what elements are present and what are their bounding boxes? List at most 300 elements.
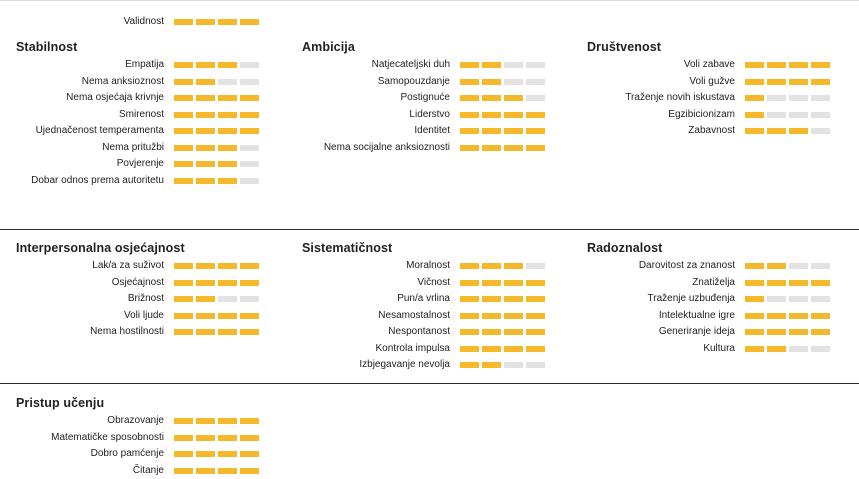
score-segment-empty (504, 362, 523, 368)
trait-score-bar (745, 57, 830, 68)
score-segment-filled (745, 79, 764, 85)
score-segment-filled (196, 112, 215, 118)
trait-row (16, 258, 259, 275)
score-segment-filled (218, 128, 237, 134)
score-segment-filled (482, 62, 501, 68)
score-segment-filled (482, 296, 501, 302)
score-segment-filled (218, 263, 237, 269)
score-segment-empty (240, 145, 259, 151)
score-segment-filled (240, 451, 259, 457)
score-segment-filled (218, 95, 237, 101)
trait-label: Samopouzdanje (302, 74, 460, 91)
trait-label: Znatiželja (587, 275, 745, 292)
trait-row (16, 446, 259, 463)
score-segment-empty (526, 79, 545, 85)
score-segment-filled (196, 145, 215, 151)
score-segment-empty (789, 296, 808, 302)
trait-label: Traženje uzbuđenja (587, 291, 745, 308)
score-segment-filled (526, 313, 545, 319)
trait-row (302, 57, 545, 74)
trait-label: Izbjegavanje nevolja (302, 357, 460, 374)
section-title: Pristup učenju (16, 396, 259, 410)
trait-label: Generiranje ideja (587, 324, 745, 341)
section-ambicija (302, 40, 545, 156)
score-segment-filled (174, 112, 193, 118)
trait-row (587, 341, 830, 358)
score-segment-empty (767, 112, 786, 118)
trait-row (302, 308, 545, 325)
score-segment-filled (196, 62, 215, 68)
score-segment-filled (767, 329, 786, 335)
trait-score-bar (745, 123, 830, 134)
trait-row (587, 258, 830, 275)
score-segment-empty (767, 95, 786, 101)
trait-score-bar (460, 140, 545, 151)
score-segment-empty (526, 263, 545, 269)
score-segment-filled (745, 263, 764, 269)
score-segment-filled (504, 263, 523, 269)
trait-label: Matematičke sposobnosti (16, 430, 174, 447)
score-segment-filled (196, 263, 215, 269)
score-segment-filled (460, 112, 479, 118)
trait-row (587, 275, 830, 292)
score-segment-empty (240, 161, 259, 167)
score-segment-filled (218, 280, 237, 286)
top-border (0, 0, 859, 1)
score-segment-empty (811, 263, 830, 269)
score-segment-empty (811, 346, 830, 352)
trait-row (302, 324, 545, 341)
score-segment-filled (789, 128, 808, 134)
score-segment-filled (526, 329, 545, 335)
trait-score-bar (174, 308, 259, 319)
trait-row (16, 107, 259, 124)
trait-label: Dobro pamćenje (16, 446, 174, 463)
score-segment-filled (526, 145, 545, 151)
trait-score-bar (174, 74, 259, 85)
score-segment-filled (240, 418, 259, 424)
score-segment-filled (767, 62, 786, 68)
score-segment-filled (460, 329, 479, 335)
score-segment-filled (460, 62, 479, 68)
score-segment-filled (218, 435, 237, 441)
trait-row (587, 57, 830, 74)
score-segment-filled (460, 263, 479, 269)
trait-row (302, 140, 545, 157)
trait-row (16, 275, 259, 292)
trait-score-bar (174, 156, 259, 167)
trait-score-bar (174, 446, 259, 457)
score-segment-filled (196, 468, 215, 474)
score-segment-filled (482, 263, 501, 269)
score-segment-filled (482, 346, 501, 352)
trait-score-bar (460, 308, 545, 319)
trait-score-bar (745, 74, 830, 85)
trait-label: Darovitost za znanost (587, 258, 745, 275)
trait-score-bar (174, 123, 259, 134)
score-segment-filled (174, 19, 193, 25)
score-segment-filled (174, 95, 193, 101)
score-segment-filled (174, 161, 193, 167)
section-stabilnost (16, 40, 259, 189)
trait-label: Nespontanost (302, 324, 460, 341)
trait-score-bar (174, 291, 259, 302)
score-segment-filled (240, 435, 259, 441)
trait-label: Postignuće (302, 90, 460, 107)
score-segment-filled (811, 62, 830, 68)
section-title: Stabilnost (16, 40, 259, 54)
score-segment-filled (218, 178, 237, 184)
score-segment-filled (196, 329, 215, 335)
score-segment-filled (745, 296, 764, 302)
trait-label: Kultura (587, 341, 745, 358)
score-segment-filled (767, 346, 786, 352)
score-segment-filled (196, 280, 215, 286)
score-segment-empty (504, 79, 523, 85)
validity-bar (174, 14, 259, 25)
score-segment-filled (767, 128, 786, 134)
trait-row (16, 291, 259, 308)
score-segment-empty (240, 296, 259, 302)
trait-label: Osjećajnost (16, 275, 174, 292)
score-segment-empty (811, 128, 830, 134)
score-segment-filled (460, 280, 479, 286)
score-segment-filled (218, 62, 237, 68)
trait-score-bar (174, 275, 259, 286)
score-segment-filled (526, 280, 545, 286)
trait-row (16, 74, 259, 91)
score-segment-filled (174, 329, 193, 335)
score-segment-filled (174, 435, 193, 441)
section-drustvenost (587, 40, 830, 140)
score-segment-filled (811, 280, 830, 286)
score-segment-filled (745, 62, 764, 68)
trait-row (16, 156, 259, 173)
score-segment-filled (745, 313, 764, 319)
score-segment-filled (460, 79, 479, 85)
score-segment-filled (240, 128, 259, 134)
section-divider (0, 229, 859, 230)
trait-row (587, 291, 830, 308)
trait-label: Nesamostalnost (302, 308, 460, 325)
trait-score-bar (460, 107, 545, 118)
score-segment-filled (482, 362, 501, 368)
trait-row (16, 140, 259, 157)
score-segment-filled (218, 313, 237, 319)
trait-score-bar (460, 357, 545, 368)
trait-label: Brižnost (16, 291, 174, 308)
trait-score-bar (460, 90, 545, 101)
score-segment-filled (174, 313, 193, 319)
trait-score-bar (745, 308, 830, 319)
trait-label: Traženje novih iskustava (587, 90, 745, 107)
score-segment-filled (174, 128, 193, 134)
score-segment-filled (482, 128, 501, 134)
score-segment-empty (789, 263, 808, 269)
score-segment-filled (174, 418, 193, 424)
score-segment-empty (811, 296, 830, 302)
score-segment-filled (526, 296, 545, 302)
trait-label: Moralnost (302, 258, 460, 275)
score-segment-empty (526, 95, 545, 101)
score-segment-filled (789, 79, 808, 85)
trait-label: Liderstvo (302, 107, 460, 124)
score-segment-filled (218, 468, 237, 474)
score-segment-filled (504, 128, 523, 134)
trait-score-bar (174, 413, 259, 424)
trait-score-bar (460, 341, 545, 352)
score-segment-filled (460, 346, 479, 352)
trait-label: Pun/a vrlina (302, 291, 460, 308)
trait-row (302, 341, 545, 358)
trait-label: Intelektualne igre (587, 308, 745, 325)
trait-score-bar (460, 275, 545, 286)
trait-row (587, 324, 830, 341)
score-segment-filled (218, 19, 237, 25)
trait-score-bar (460, 123, 545, 134)
score-segment-empty (789, 95, 808, 101)
score-segment-filled (196, 313, 215, 319)
score-segment-filled (174, 468, 193, 474)
trait-row (302, 275, 545, 292)
score-segment-filled (745, 112, 764, 118)
trait-score-bar (745, 291, 830, 302)
trait-row (16, 123, 259, 140)
score-segment-filled (174, 296, 193, 302)
score-segment-filled (174, 79, 193, 85)
score-segment-filled (767, 313, 786, 319)
score-segment-filled (196, 418, 215, 424)
score-segment-filled (196, 178, 215, 184)
section-pristup-ucenju (16, 396, 259, 479)
score-segment-filled (240, 313, 259, 319)
score-segment-filled (240, 263, 259, 269)
trait-score-bar (745, 324, 830, 335)
score-segment-filled (218, 161, 237, 167)
score-segment-empty (526, 62, 545, 68)
score-segment-filled (789, 62, 808, 68)
trait-label: Identitet (302, 123, 460, 140)
score-segment-empty (240, 79, 259, 85)
trait-row (16, 430, 259, 447)
trait-row (302, 107, 545, 124)
score-segment-filled (745, 95, 764, 101)
score-segment-filled (174, 263, 193, 269)
score-segment-filled (174, 451, 193, 457)
trait-label: Čitanje (16, 463, 174, 479)
trait-label: Nema pritužbi (16, 140, 174, 157)
score-segment-filled (482, 329, 501, 335)
trait-score-bar (460, 291, 545, 302)
trait-label: Smirenost (16, 107, 174, 124)
trait-label: Lak/a za suživot (16, 258, 174, 275)
trait-score-bar (460, 74, 545, 85)
score-segment-filled (504, 329, 523, 335)
score-segment-filled (240, 280, 259, 286)
score-segment-filled (504, 112, 523, 118)
trait-label: Povjerenje (16, 156, 174, 173)
score-segment-filled (767, 280, 786, 286)
score-segment-filled (482, 79, 501, 85)
score-segment-filled (482, 112, 501, 118)
section-title: Interpersonalna osjećajnost (16, 241, 259, 255)
score-segment-empty (240, 62, 259, 68)
score-segment-filled (745, 280, 764, 286)
trait-score-bar (174, 57, 259, 68)
trait-label: Egzibicionizam (587, 107, 745, 124)
score-segment-filled (504, 313, 523, 319)
score-segment-filled (196, 435, 215, 441)
trait-label: Nema hostilnosti (16, 324, 174, 341)
score-segment-filled (789, 280, 808, 286)
score-segment-filled (789, 313, 808, 319)
section-sistematicnost (302, 241, 545, 374)
trait-score-bar (745, 90, 830, 101)
score-segment-filled (196, 161, 215, 167)
score-segment-filled (482, 313, 501, 319)
trait-row (587, 123, 830, 140)
score-segment-filled (526, 112, 545, 118)
trait-row (587, 74, 830, 91)
section-title: Društvenost (587, 40, 830, 54)
score-segment-empty (811, 112, 830, 118)
score-segment-filled (174, 280, 193, 286)
trait-score-bar (174, 173, 259, 184)
score-segment-filled (218, 329, 237, 335)
score-segment-filled (174, 178, 193, 184)
section-interpersonalna (16, 241, 259, 341)
section-title: Radoznalost (587, 241, 830, 255)
score-segment-filled (460, 362, 479, 368)
trait-row (302, 74, 545, 91)
trait-label: Obrazovanje (16, 413, 174, 430)
trait-label: Natjecateljski duh (302, 57, 460, 74)
trait-label: Dobar odnos prema autoritetu (16, 173, 174, 190)
trait-score-bar (174, 258, 259, 269)
score-segment-filled (196, 79, 215, 85)
score-segment-filled (460, 313, 479, 319)
score-segment-filled (240, 468, 259, 474)
score-segment-filled (196, 128, 215, 134)
trait-label: Nema osjećaja krivnje (16, 90, 174, 107)
trait-score-bar (460, 324, 545, 335)
score-segment-filled (811, 329, 830, 335)
trait-score-bar (174, 463, 259, 474)
score-segment-filled (745, 329, 764, 335)
score-segment-filled (196, 19, 215, 25)
trait-label: Voli zabave (587, 57, 745, 74)
score-segment-empty (218, 296, 237, 302)
score-segment-filled (196, 95, 215, 101)
score-segment-empty (526, 362, 545, 368)
score-segment-filled (218, 418, 237, 424)
trait-row (16, 324, 259, 341)
trait-row (302, 123, 545, 140)
score-segment-filled (174, 145, 193, 151)
score-segment-filled (745, 128, 764, 134)
score-segment-filled (460, 145, 479, 151)
score-segment-filled (767, 79, 786, 85)
score-segment-filled (504, 296, 523, 302)
trait-score-bar (460, 57, 545, 68)
trait-score-bar (174, 90, 259, 101)
trait-row (302, 291, 545, 308)
score-segment-filled (504, 280, 523, 286)
trait-row (16, 173, 259, 190)
score-segment-filled (504, 346, 523, 352)
trait-label: Kontrola impulsa (302, 341, 460, 358)
score-segment-filled (460, 128, 479, 134)
trait-label: Voli ljude (16, 308, 174, 325)
score-segment-filled (482, 145, 501, 151)
score-segment-filled (504, 145, 523, 151)
trait-row (302, 357, 545, 374)
trait-row (587, 308, 830, 325)
score-segment-filled (196, 296, 215, 302)
score-segment-filled (482, 95, 501, 101)
section-title: Ambicija (302, 40, 545, 54)
score-segment-filled (482, 280, 501, 286)
validity-label: Validnost (16, 14, 174, 31)
trait-label: Zabavnost (587, 123, 745, 140)
score-segment-empty (767, 296, 786, 302)
score-segment-filled (526, 128, 545, 134)
trait-score-bar (174, 140, 259, 151)
trait-score-bar (745, 258, 830, 269)
score-segment-filled (460, 296, 479, 302)
score-segment-filled (240, 112, 259, 118)
trait-score-bar (745, 341, 830, 352)
trait-label: Empatija (16, 57, 174, 74)
score-segment-filled (240, 329, 259, 335)
trait-row (16, 308, 259, 325)
section-divider (0, 383, 859, 384)
trait-row (16, 90, 259, 107)
score-segment-filled (767, 263, 786, 269)
trait-score-bar (174, 324, 259, 335)
score-segment-filled (240, 95, 259, 101)
trait-label: Nema socijalne anksioznosti (302, 140, 460, 157)
validity-row (16, 14, 266, 31)
trait-score-bar (745, 275, 830, 286)
trait-row (16, 413, 259, 430)
trait-score-bar (174, 107, 259, 118)
trait-label: Ujednačenost temperamenta (16, 123, 174, 140)
score-segment-filled (218, 145, 237, 151)
score-segment-empty (218, 79, 237, 85)
trait-row (16, 57, 259, 74)
trait-row (302, 258, 545, 275)
score-segment-filled (460, 95, 479, 101)
score-segment-filled (789, 329, 808, 335)
score-segment-filled (174, 62, 193, 68)
score-segment-filled (504, 95, 523, 101)
trait-label: Voli gužve (587, 74, 745, 91)
score-segment-empty (811, 95, 830, 101)
score-segment-filled (218, 112, 237, 118)
score-segment-empty (504, 62, 523, 68)
score-segment-filled (811, 79, 830, 85)
section-title: Sistematičnost (302, 241, 545, 255)
score-segment-filled (526, 346, 545, 352)
score-segment-filled (196, 451, 215, 457)
score-segment-filled (240, 19, 259, 25)
trait-label: Vičnost (302, 275, 460, 292)
trait-row (587, 90, 830, 107)
trait-score-bar (460, 258, 545, 269)
score-segment-empty (240, 178, 259, 184)
score-segment-filled (811, 313, 830, 319)
